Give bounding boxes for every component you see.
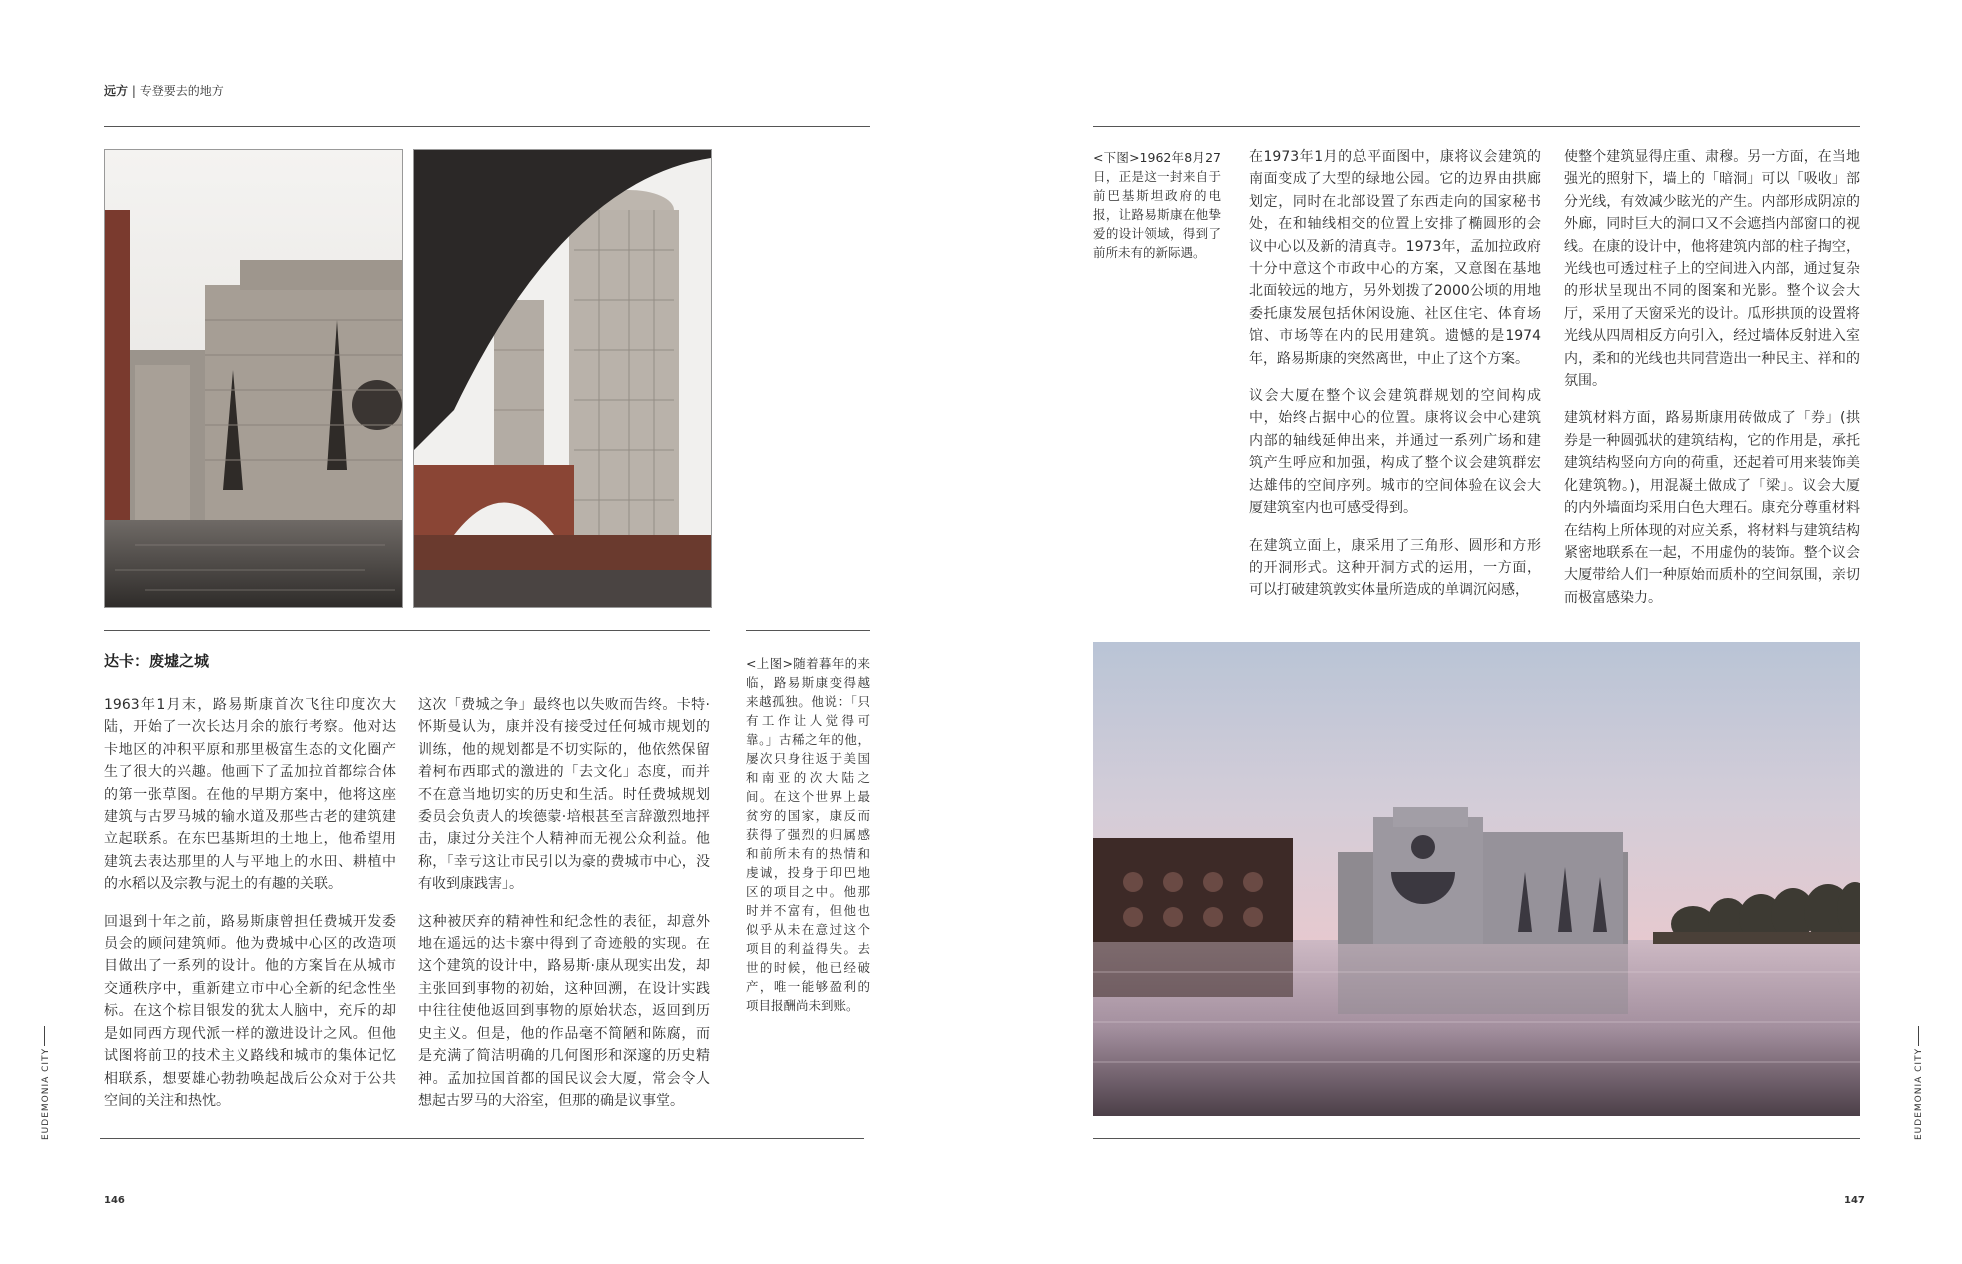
right-caption: <下图>1962年8月27日，正是这一封来自于前巴基斯坦政府的电报，让路易斯康在他挚爱的设计领域，得到了前所未有的新际遇。	[1093, 150, 1221, 260]
caption-rule	[746, 630, 870, 631]
paragraph: 在1973年1月的总平面图中，康将议会建筑的南面变成了大型的绿地公园。它的边界由拱廊划定，同时在北部设置了东西走向的国家秘书处，在和轴线相交的位置上安排了椭圆形的会议中心以及新的清真寺。1973年，孟加拉政府十分中意这个市政中心的方案，又意图在基地北面较远的地方，另外划拨了2000公顷的用地委托康发展包括休闲设施、社区住宅、体育场馆、市场等在内的民用建筑。遗憾的是1974年，路易斯康的突然离世，中止了这个方案。	[1249, 149, 1541, 367]
paragraph: 在建筑立面上，康采用了三角形、圆形和方形的开洞形式。这种开洞方式的运用，一方面，可以打破建筑敦实体量所造成的单调沉闷感，	[1249, 537, 1541, 599]
header-subtitle: 专登要去的地方	[139, 84, 224, 98]
page-number: 147	[1844, 1195, 1865, 1206]
photo-assembly-facade-graphic	[105, 150, 402, 607]
paragraph: 议会大厦在整个议会建筑群规划的空间构成中，始终占据中心的位置。康将议会中心建筑内部的轴线延伸出来，并通过一系列广场和建筑产生呼应和加强，构成了整个议会建筑群宏达雄伟的空间序列。城市的空间体验在议会大厦建筑室内也可感受得到。	[1249, 388, 1541, 517]
side-tick	[44, 1026, 45, 1046]
left-caption: <上图>随着暮年的来临，路易斯康变得越来越孤独。他说：「只有工作让人觉得可靠。」古稀之年的他，屡次只身往返于美国和南亚的次大陆之间。在这个世界上最贫穷的国家，康反而获得了强烈的归属感和前所未有的热情和虔诚，投身于印巴地区的项目之中。他那时并不富有，但他也似乎从未在意过这个项目的利益得失。去世的时候，他已经破产，唯一能够盈利的项目报酬尚未到账。	[746, 656, 870, 1013]
left-column-2	[418, 694, 710, 1127]
paragraph: 这种被厌弃的精神性和纪念性的表征，却意外地在遥远的达卡寨中得到了奇迹般的实现。在这个建筑的设计中，路易斯·康从现实出发，却主张回到事物的初始，这种回溯，在设计实践中往往使他返回到事物的原始状态，返回到历史主义。但是，他的作品毫不简陋和陈腐，而是充满了简洁明确的几何图形和深邃的历史精神。孟加拉国首都的国民议会大厦，常会令人想起古罗马的大浴室，但那的确是议事堂。	[418, 913, 710, 1109]
side-label: EUDEMONIA CITY	[1914, 1047, 1924, 1140]
section-title: 达卡：废墟之城	[104, 652, 210, 670]
header-section: 远方	[104, 84, 129, 98]
page-number: 146	[104, 1195, 125, 1206]
photo-cylinder-towers-graphic	[414, 150, 711, 607]
paragraph: 回退到十年之前，路易斯康曾担任费城开发委员会的顾问建筑师。他为费城中心区的改造项目做出了一系列的设计。他的方案旨在从城市交通秩序中，重新建立市中心全新的纪念性坐标。在这个棕目银发的犹太人脑中，充斥的却是如同西方现代派一样的激进设计之风。但他试图将前卫的技术主义路线和城市的集体记忆相联系，想要雄心勃勃唤起战后公众对于公共空间的关注和热忱。	[104, 913, 396, 1109]
right-column-2	[1564, 146, 1860, 624]
running-header	[104, 82, 224, 99]
paragraph: 使整个建筑显得庄重、肃穆。另一方面，在当地强光的照射下，墙上的「暗洞」可以「吸收」部分光线，有效减少眩光的产生。内部形成阴凉的外廊，同时巨大的洞口又不会遮挡内部窗口的视线。在康的设计中，他将建筑内部的柱子掏空，光线也可透过柱子上的空间进入内部，通过复杂的形状呈现出不同的图案和光影。整个议会大厅，采用了天窗采光的设计。瓜形拱顶的设置将光线从四周相反方向引入，经过墙体反射进入室内，柔和的光线也共同营造出一种民主、祥和的氛围。	[1564, 149, 1860, 390]
footer-rule	[1093, 1138, 1860, 1139]
section-rule	[104, 630, 710, 631]
left-column-1	[104, 694, 396, 1127]
photo-cylinder-towers	[413, 149, 712, 608]
right-column-1	[1249, 146, 1541, 617]
paragraph: 这次「费城之争」最终也以失败而告终。卡特·怀斯曼认为，康并没有接受过任何城市规划的训练，他的规划都是不切实际的，他依然保留着柯布西耶式的激进的「去文化」态度，而并不在意当地切实的历史和生活。时任费城规划委员会负责人的埃德蒙·培根甚至言辞激烈地抨击，康过分关注个人精神而无视公众利益。他称，「幸亏这让市民引以为豪的费城市中心，没有收到康践害」。	[418, 697, 710, 893]
footer-rule	[100, 1138, 864, 1139]
side-label: EUDEMONIA CITY	[41, 1047, 51, 1140]
photo-assembly-dusk-graphic	[1093, 642, 1860, 1116]
photo-assembly-dusk	[1093, 642, 1860, 1116]
side-tick	[1918, 1026, 1919, 1046]
paragraph: 建筑材料方面，路易斯康用砖做成了「券」(拱券是一种圆弧状的建筑结构，它的作用是，承托建筑结构竖向方向的荷重，还起着可用来装饰美化建筑物。)，用混凝土做成了「梁」。议会大厦的内外墙面均采用白色大理石。康充分尊重材料在结构上所体现的对应关系，将材料与建筑结构紧密地联系在一起，不用虚伪的装饰。整个议会大厦带给人们一种原始而质朴的空间氛围，亲切而极富感染力。	[1564, 410, 1860, 606]
header-rule	[104, 126, 870, 127]
header-rule	[1093, 126, 1860, 127]
paragraph: 1963年1月末，路易斯康首次飞往印度次大陆，开始了一次长达月余的旅行考察。他对达卡地区的冲积平原和那里极富生态的文化圈产生了很大的兴趣。他画下了孟加拉首都综合体的第一张草图。在他的早期方案中，他将这座建筑与古罗马城的输水道及那些古老的建筑建立起联系。在东巴基斯坦的土地上，他希望用建筑去表达那里的人与平地上的水田、耕植中的水稻以及宗教与泥土的有趣的关联。	[104, 697, 396, 893]
photo-assembly-facade	[104, 149, 403, 608]
header-separator: |	[131, 84, 136, 98]
